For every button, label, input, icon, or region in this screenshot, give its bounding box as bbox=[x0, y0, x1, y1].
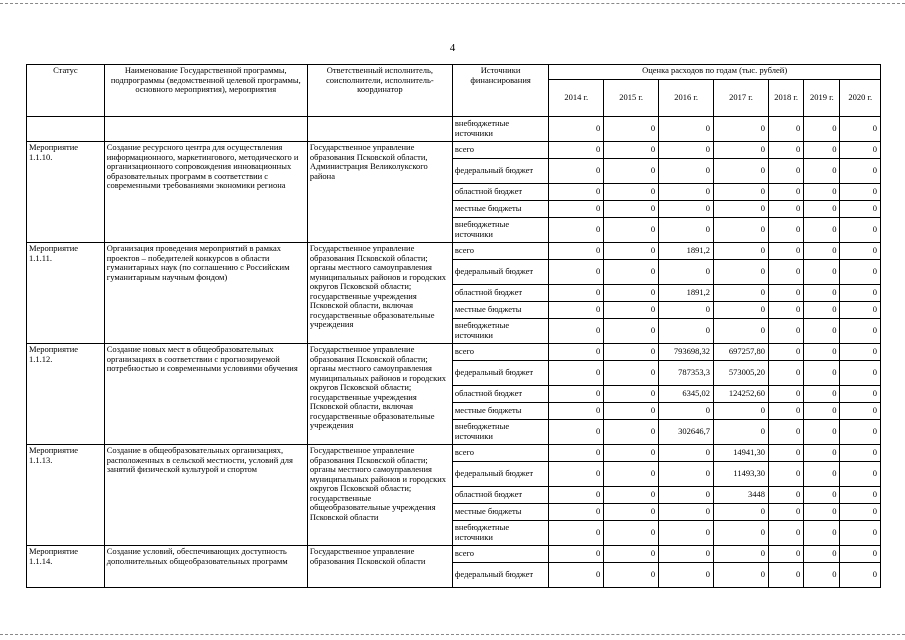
value-cell: 0 bbox=[549, 302, 604, 319]
source-cell: областной бюджет bbox=[452, 386, 548, 403]
value-cell: 0 bbox=[804, 201, 840, 218]
value-cell: 0 bbox=[840, 386, 881, 403]
scan-edge-top bbox=[0, 3, 905, 4]
source-cell: местные бюджеты bbox=[452, 302, 548, 319]
source-cell: местные бюджеты bbox=[452, 403, 548, 420]
source-cell: федеральный бюджет bbox=[452, 159, 548, 184]
name-cell: Создание в общеобразовательных организациях, расположенных в сельской местности, условий для занятий физической культурой и спортом bbox=[104, 445, 307, 546]
value-cell: 0 bbox=[714, 420, 769, 445]
value-cell: 0 bbox=[549, 319, 604, 344]
value-cell: 0 bbox=[804, 344, 840, 361]
table-row bbox=[27, 546, 881, 563]
value-cell: 0 bbox=[840, 462, 881, 487]
value-cell: 0 bbox=[604, 184, 659, 201]
value-cell: 0 bbox=[768, 403, 803, 420]
value-cell: 0 bbox=[840, 344, 881, 361]
source-cell: федеральный бюджет bbox=[452, 260, 548, 285]
source-cell: внебюджетные источники bbox=[452, 420, 548, 445]
scan-edge-bottom bbox=[0, 634, 905, 635]
value-cell: 0 bbox=[549, 386, 604, 403]
header-sources: Источники финансирования bbox=[452, 65, 548, 117]
value-cell: 787353,3 bbox=[659, 361, 714, 386]
source-cell: федеральный бюджет bbox=[452, 563, 548, 588]
value-cell: 0 bbox=[840, 142, 881, 159]
value-cell: 0 bbox=[604, 344, 659, 361]
value-cell: 0 bbox=[714, 504, 769, 521]
value-cell: 0 bbox=[804, 462, 840, 487]
value-cell: 0 bbox=[804, 546, 840, 563]
status-cell: Мероприятие 1.1.11. bbox=[27, 243, 105, 344]
status-cell: Мероприятие 1.1.12. bbox=[27, 344, 105, 445]
source-cell: всего bbox=[452, 344, 548, 361]
value-cell: 793698,32 bbox=[659, 344, 714, 361]
value-cell: 0 bbox=[768, 184, 803, 201]
value-cell: 0 bbox=[659, 521, 714, 546]
value-cell: 0 bbox=[604, 201, 659, 218]
value-cell: 0 bbox=[549, 521, 604, 546]
value-cell: 0 bbox=[604, 218, 659, 243]
value-cell: 0 bbox=[604, 142, 659, 159]
value-cell: 0 bbox=[659, 319, 714, 344]
header-executor: Ответственный исполнитель, соисполнители, исполнитель-координатор bbox=[307, 65, 452, 117]
source-cell: областной бюджет bbox=[452, 487, 548, 504]
executor-cell bbox=[307, 117, 452, 142]
value-cell: 0 bbox=[659, 117, 714, 142]
value-cell: 0 bbox=[804, 445, 840, 462]
value-cell: 0 bbox=[604, 319, 659, 344]
value-cell: 0 bbox=[604, 445, 659, 462]
value-cell: 697257,80 bbox=[714, 344, 769, 361]
value-cell: 0 bbox=[549, 117, 604, 142]
value-cell: 0 bbox=[659, 159, 714, 184]
value-cell: 0 bbox=[714, 302, 769, 319]
value-cell: 0 bbox=[549, 445, 604, 462]
header-year: 2020 г. bbox=[840, 80, 881, 117]
value-cell: 0 bbox=[840, 361, 881, 386]
value-cell: 0 bbox=[804, 504, 840, 521]
value-cell: 0 bbox=[804, 184, 840, 201]
value-cell: 0 bbox=[768, 386, 803, 403]
value-cell: 0 bbox=[714, 117, 769, 142]
value-cell: 0 bbox=[549, 184, 604, 201]
value-cell: 0 bbox=[768, 302, 803, 319]
value-cell: 0 bbox=[549, 487, 604, 504]
status-cell: Мероприятие 1.1.10. bbox=[27, 142, 105, 243]
value-cell: 0 bbox=[840, 184, 881, 201]
value-cell: 0 bbox=[659, 184, 714, 201]
value-cell: 0 bbox=[659, 201, 714, 218]
value-cell: 0 bbox=[714, 563, 769, 588]
value-cell: 0 bbox=[604, 243, 659, 260]
value-cell: 0 bbox=[549, 462, 604, 487]
value-cell: 0 bbox=[604, 563, 659, 588]
executor-cell: Государственное управление образования Псковской области; органы местного самоуправления муниципальных районов и городских округов Псковской области; государственные учреждения Псковской области, включая государственные образовательные учреждения bbox=[307, 344, 452, 445]
value-cell: 0 bbox=[804, 218, 840, 243]
value-cell: 0 bbox=[659, 462, 714, 487]
name-cell bbox=[104, 117, 307, 142]
value-cell: 0 bbox=[659, 445, 714, 462]
value-cell: 0 bbox=[549, 420, 604, 445]
value-cell: 0 bbox=[659, 487, 714, 504]
value-cell: 0 bbox=[604, 487, 659, 504]
name-cell: Организация проведения мероприятий в рамках проектов – победителей конкурсов в области гуманитарных наук (по соглашению с Российским гуманитарным научным фондом) bbox=[104, 243, 307, 344]
expenses-table bbox=[26, 64, 881, 588]
table-row bbox=[27, 445, 881, 462]
source-cell: внебюджетные источники bbox=[452, 521, 548, 546]
value-cell: 0 bbox=[604, 462, 659, 487]
value-cell: 6345,02 bbox=[659, 386, 714, 403]
value-cell: 0 bbox=[840, 319, 881, 344]
source-cell: областной бюджет bbox=[452, 285, 548, 302]
value-cell: 0 bbox=[804, 260, 840, 285]
executor-cell: Государственное управление образования Псковской области; органы местного самоуправления муниципальных районов и городских округов Псковской области; государственные учреждения Псковской области, включая государственные образовательные учреждения bbox=[307, 243, 452, 344]
value-cell: 0 bbox=[768, 420, 803, 445]
value-cell: 0 bbox=[840, 302, 881, 319]
value-cell: 0 bbox=[549, 142, 604, 159]
value-cell: 0 bbox=[804, 521, 840, 546]
value-cell: 0 bbox=[804, 487, 840, 504]
value-cell: 0 bbox=[659, 260, 714, 285]
value-cell: 0 bbox=[804, 243, 840, 260]
value-cell: 0 bbox=[840, 201, 881, 218]
value-cell: 0 bbox=[549, 243, 604, 260]
value-cell: 0 bbox=[604, 403, 659, 420]
source-cell: внебюджетные источники bbox=[452, 319, 548, 344]
value-cell: 0 bbox=[604, 260, 659, 285]
value-cell: 14941,30 bbox=[714, 445, 769, 462]
value-cell: 0 bbox=[549, 546, 604, 563]
value-cell: 0 bbox=[768, 117, 803, 142]
value-cell: 0 bbox=[659, 563, 714, 588]
value-cell: 0 bbox=[714, 142, 769, 159]
value-cell: 0 bbox=[840, 243, 881, 260]
value-cell: 0 bbox=[840, 285, 881, 302]
executor-cell: Государственное управление образования Псковской области; органы местного самоуправления муниципальных районов и городских округов Псковской области; государственные общеобразовательные учреждения Псковской области bbox=[307, 445, 452, 546]
value-cell: 0 bbox=[768, 243, 803, 260]
value-cell: 0 bbox=[549, 504, 604, 521]
source-cell: внебюджетные источники bbox=[452, 117, 548, 142]
value-cell: 0 bbox=[659, 546, 714, 563]
header-year: 2016 г. bbox=[659, 80, 714, 117]
value-cell: 0 bbox=[659, 504, 714, 521]
source-cell: всего bbox=[452, 546, 548, 563]
value-cell: 0 bbox=[604, 117, 659, 142]
value-cell: 0 bbox=[768, 462, 803, 487]
value-cell: 0 bbox=[768, 504, 803, 521]
value-cell: 0 bbox=[714, 403, 769, 420]
value-cell: 0 bbox=[604, 504, 659, 521]
value-cell: 0 bbox=[840, 159, 881, 184]
value-cell: 573005,20 bbox=[714, 361, 769, 386]
value-cell: 0 bbox=[659, 403, 714, 420]
value-cell: 0 bbox=[768, 285, 803, 302]
value-cell: 0 bbox=[804, 117, 840, 142]
value-cell: 0 bbox=[714, 159, 769, 184]
source-cell: всего bbox=[452, 445, 548, 462]
value-cell: 0 bbox=[604, 159, 659, 184]
value-cell: 0 bbox=[714, 521, 769, 546]
value-cell: 0 bbox=[804, 285, 840, 302]
value-cell: 0 bbox=[840, 260, 881, 285]
value-cell: 0 bbox=[768, 260, 803, 285]
value-cell: 0 bbox=[768, 201, 803, 218]
status-cell: Мероприятие 1.1.13. bbox=[27, 445, 105, 546]
table-row bbox=[27, 243, 881, 260]
value-cell: 0 bbox=[659, 302, 714, 319]
value-cell: 0 bbox=[804, 386, 840, 403]
value-cell: 1891,2 bbox=[659, 243, 714, 260]
value-cell: 0 bbox=[549, 361, 604, 386]
value-cell: 3448 bbox=[714, 487, 769, 504]
value-cell: 0 bbox=[768, 445, 803, 462]
value-cell: 0 bbox=[714, 243, 769, 260]
value-cell: 0 bbox=[840, 521, 881, 546]
value-cell: 0 bbox=[804, 361, 840, 386]
source-cell: федеральный бюджет bbox=[452, 462, 548, 487]
value-cell: 0 bbox=[714, 201, 769, 218]
value-cell: 0 bbox=[840, 504, 881, 521]
value-cell: 0 bbox=[768, 361, 803, 386]
value-cell: 0 bbox=[768, 521, 803, 546]
value-cell: 0 bbox=[549, 260, 604, 285]
value-cell: 0 bbox=[804, 319, 840, 344]
header-year: 2015 г. bbox=[604, 80, 659, 117]
header-estimate: Оценка расходов по годам (тыс. рублей) bbox=[549, 65, 881, 80]
header-name: Наименование Государственной программы, подпрограммы (ведомственной целевой программы, основного мероприятия), мероприятия bbox=[104, 65, 307, 117]
value-cell: 0 bbox=[768, 142, 803, 159]
value-cell: 0 bbox=[768, 319, 803, 344]
value-cell: 0 bbox=[840, 487, 881, 504]
executor-cell: Государственное управление образования Псковской области, Администрация Великолукского района bbox=[307, 142, 452, 243]
value-cell: 0 bbox=[804, 159, 840, 184]
header-year: 2017 г. bbox=[714, 80, 769, 117]
value-cell: 1891,2 bbox=[659, 285, 714, 302]
value-cell: 302646,7 bbox=[659, 420, 714, 445]
value-cell: 0 bbox=[659, 218, 714, 243]
value-cell: 124252,60 bbox=[714, 386, 769, 403]
source-cell: областной бюджет bbox=[452, 184, 548, 201]
source-cell: всего bbox=[452, 142, 548, 159]
table-body bbox=[27, 117, 881, 588]
source-cell: всего bbox=[452, 243, 548, 260]
value-cell: 0 bbox=[604, 285, 659, 302]
header-year: 2014 г. bbox=[549, 80, 604, 117]
value-cell: 0 bbox=[549, 344, 604, 361]
source-cell: внебюджетные источники bbox=[452, 218, 548, 243]
value-cell: 0 bbox=[604, 521, 659, 546]
value-cell: 0 bbox=[804, 302, 840, 319]
value-cell: 0 bbox=[768, 344, 803, 361]
value-cell: 0 bbox=[659, 142, 714, 159]
source-cell: местные бюджеты bbox=[452, 504, 548, 521]
value-cell: 0 bbox=[604, 546, 659, 563]
value-cell: 0 bbox=[714, 218, 769, 243]
page-number: 4 bbox=[449, 42, 456, 54]
value-cell: 0 bbox=[840, 218, 881, 243]
value-cell: 0 bbox=[714, 184, 769, 201]
value-cell: 0 bbox=[604, 420, 659, 445]
value-cell: 0 bbox=[604, 302, 659, 319]
status-cell bbox=[27, 117, 105, 142]
name-cell: Создание новых мест в общеобразовательных организациях в соответствии с прогнозируемой потребностью и современными условиями обучения bbox=[104, 344, 307, 445]
value-cell: 0 bbox=[714, 260, 769, 285]
value-cell: 0 bbox=[768, 159, 803, 184]
value-cell: 0 bbox=[804, 142, 840, 159]
name-cell: Создание ресурсного центра для осуществления информационного, маркетингового, методического и организационного сопровождения инновационных образовательных программ в соответствии с современными требованиями экономики региона bbox=[104, 142, 307, 243]
name-cell: Создание условий, обеспечивающих доступность дополнительных общеобразовательных программ bbox=[104, 546, 307, 588]
value-cell: 0 bbox=[768, 218, 803, 243]
header-year: 2018 г. bbox=[768, 80, 803, 117]
value-cell: 0 bbox=[840, 117, 881, 142]
source-cell: федеральный бюджет bbox=[452, 361, 548, 386]
value-cell: 0 bbox=[840, 546, 881, 563]
value-cell: 0 bbox=[768, 487, 803, 504]
value-cell: 0 bbox=[714, 546, 769, 563]
table-row bbox=[27, 117, 881, 142]
value-cell: 0 bbox=[549, 403, 604, 420]
value-cell: 0 bbox=[840, 445, 881, 462]
executor-cell: Государственное управление образования Псковской области bbox=[307, 546, 452, 588]
value-cell: 0 bbox=[768, 563, 803, 588]
header-year: 2019 г. bbox=[804, 80, 840, 117]
value-cell: 0 bbox=[549, 563, 604, 588]
value-cell: 0 bbox=[840, 420, 881, 445]
value-cell: 0 bbox=[768, 546, 803, 563]
value-cell: 0 bbox=[804, 403, 840, 420]
value-cell: 0 bbox=[549, 159, 604, 184]
value-cell: 0 bbox=[804, 420, 840, 445]
value-cell: 0 bbox=[549, 285, 604, 302]
value-cell: 0 bbox=[714, 319, 769, 344]
value-cell: 0 bbox=[804, 563, 840, 588]
source-cell: местные бюджеты bbox=[452, 201, 548, 218]
value-cell: 0 bbox=[549, 218, 604, 243]
status-cell: Мероприятие 1.1.14. bbox=[27, 546, 105, 588]
value-cell: 0 bbox=[840, 403, 881, 420]
value-cell: 0 bbox=[549, 201, 604, 218]
header-status: Статус bbox=[27, 65, 105, 117]
value-cell: 0 bbox=[714, 285, 769, 302]
value-cell: 0 bbox=[840, 563, 881, 588]
table-row bbox=[27, 344, 881, 361]
value-cell: 0 bbox=[604, 361, 659, 386]
value-cell: 0 bbox=[604, 386, 659, 403]
value-cell: 11493,30 bbox=[714, 462, 769, 487]
table-row bbox=[27, 142, 881, 159]
